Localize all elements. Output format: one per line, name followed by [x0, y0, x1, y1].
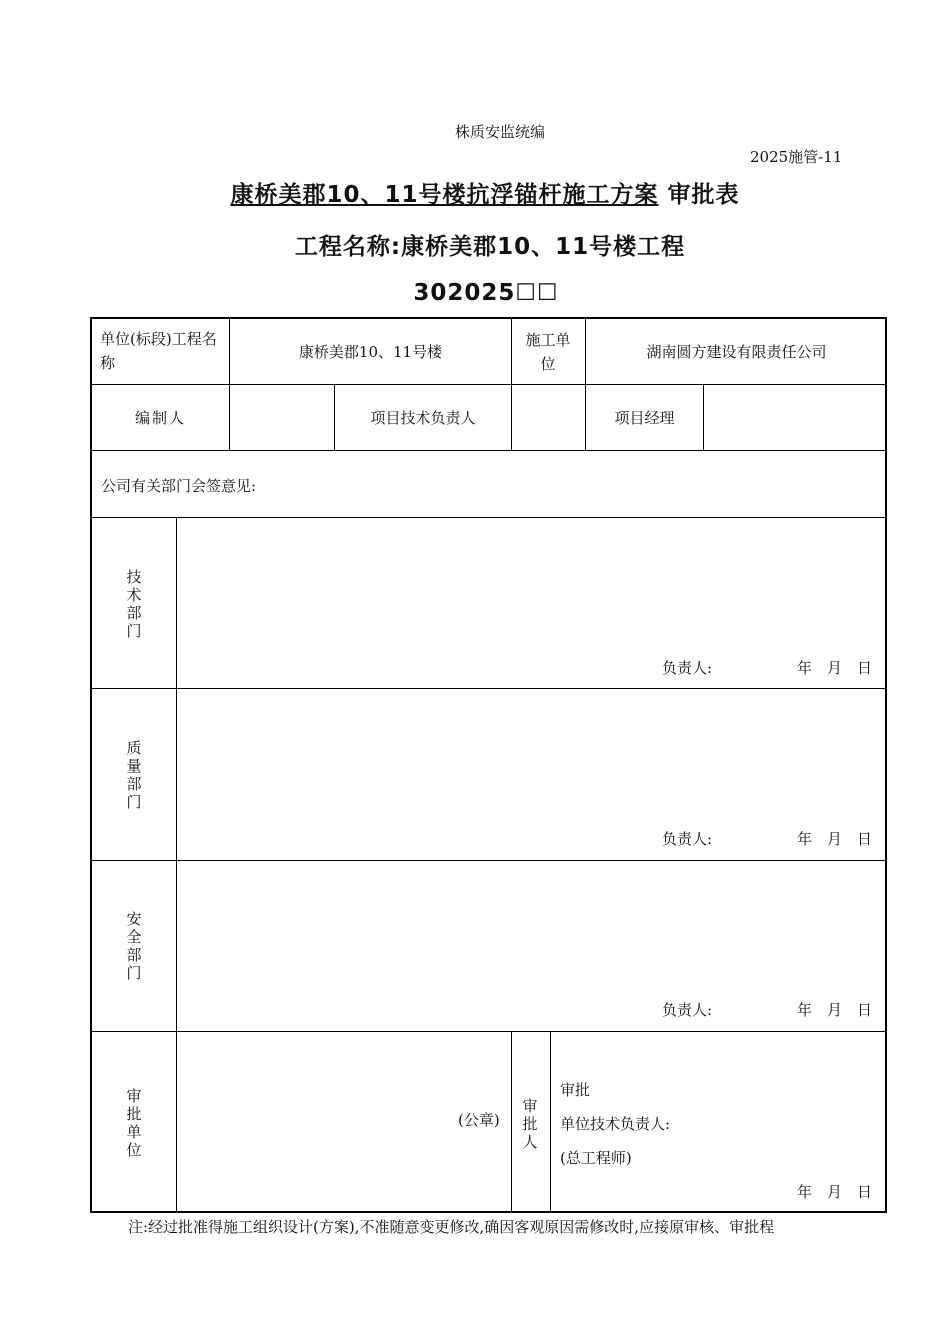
- title-suffix: 审批表: [667, 182, 740, 208]
- builder-value: 湖南圆方建设有限责任公司: [646, 343, 827, 361]
- form-code: 2025施管-11: [750, 148, 843, 166]
- builder-label: 施工单位: [525, 330, 571, 373]
- approval-unit-label: 审批单位: [126, 1087, 142, 1159]
- approval-line-2: 单位技术负责人:: [560, 1115, 671, 1133]
- approver-label: 审批人: [522, 1097, 538, 1151]
- opinion-label: 公司有关部门会签意见:: [101, 477, 257, 495]
- dept-safety-label: 安全部门: [126, 910, 142, 982]
- manager-label: 项目经理: [614, 409, 675, 427]
- tech-lead-field[interactable]: [512, 385, 585, 450]
- approval-line-1: 审批: [560, 1081, 591, 1099]
- dept-tech-date: 年 月 日: [797, 659, 873, 677]
- dept-quality-signer: 负责人:: [662, 830, 713, 848]
- footnote: 注:经过批准得施工组织设计(方案),不准随意变更修改,确因客观原因需修改时,应接原审核、审批程: [128, 1218, 775, 1236]
- manager-field[interactable]: [704, 385, 887, 450]
- approval-date: 年 月 日: [797, 1183, 873, 1201]
- approval-line-3: (总工程师): [560, 1149, 632, 1167]
- title-scheme-name: 康桥美郡10、11号楼抗浮锚杆施工方案: [230, 182, 659, 208]
- dept-quality-label: 质量部门: [126, 739, 142, 811]
- dept-tech-signer: 负责人:: [662, 659, 713, 677]
- approval-form: [90, 317, 887, 1213]
- issuing-org: 株质安监统编: [455, 123, 546, 141]
- dept-safety-date: 年 月 日: [797, 1001, 873, 1019]
- compiler-field[interactable]: [230, 385, 334, 450]
- project-name-line: 工程名称:康桥美郡10、11号楼工程: [294, 234, 686, 260]
- dept-safety-signer: 负责人:: [662, 1001, 713, 1019]
- serial-number: 302025☐☐: [413, 280, 559, 306]
- compiler-label: 编制人: [134, 409, 186, 427]
- unit-name-value: 康桥美郡10、11号楼: [298, 343, 443, 361]
- unit-name-label: 单位(标段)工程名称: [100, 330, 217, 372]
- dept-tech-label: 技术部门: [126, 568, 142, 640]
- document-title: [0, 176, 950, 209]
- seal-label: (公章): [458, 1111, 500, 1129]
- dept-quality-date: 年 月 日: [797, 830, 873, 848]
- tech-lead-label: 项目技术负责人: [370, 409, 476, 427]
